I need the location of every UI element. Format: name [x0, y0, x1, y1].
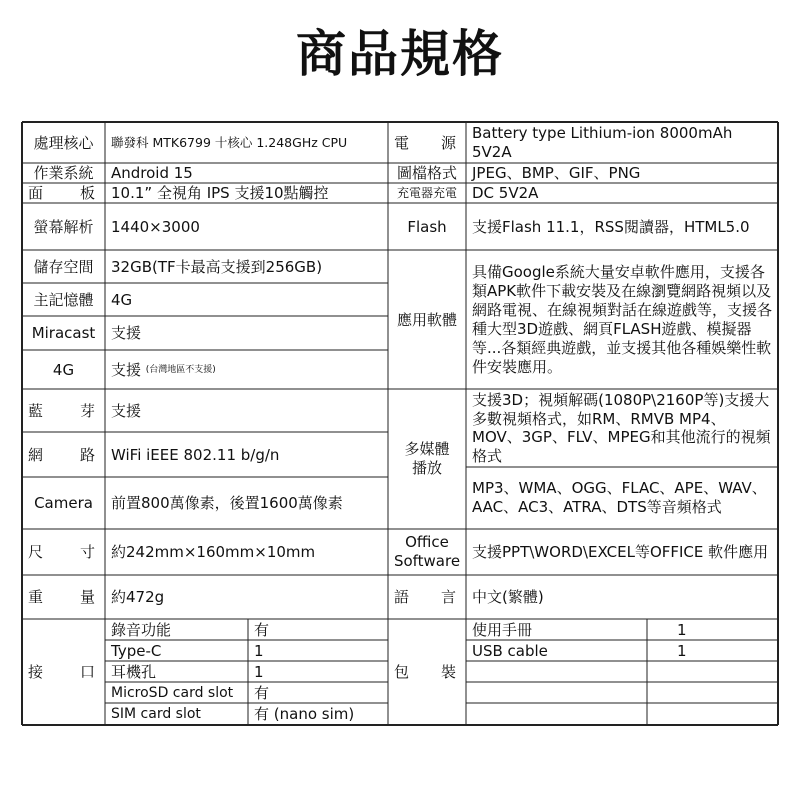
storage-label: 儲存空間 [33, 257, 94, 276]
package-item-name: 使用手冊 [472, 620, 533, 639]
bluetooth-label: 藍 芽 [28, 401, 95, 420]
spec-table [22, 122, 778, 725]
flash-value: 支援Flash 11.1，RSS閱讀器，HTML5.0 [472, 217, 750, 236]
port-value: 1 [254, 641, 264, 660]
lte-value: 支援 (台灣地區不支援) [111, 360, 216, 379]
multimedia-audio-value: MP3、WMA、OGG、FLAC、APE、WAV、AAC、AC3、ATRA、DTS等音頻格式 [472, 479, 767, 516]
office-label: Office Software [393, 533, 461, 570]
image-format-label: 圖檔格式 [396, 164, 457, 182]
package-item-value: 1 [677, 620, 687, 639]
network-value: WiFi iEEE 802.11 b/g/n [111, 445, 280, 464]
charger-label: 充電器充電 [396, 186, 457, 200]
storage-value: 32GB(TF卡最高支援到256GB) [111, 257, 323, 276]
camera-value: 前置800萬像素，後置1600萬像素 [111, 494, 343, 512]
multimedia-video-value: 支援3D；視頻解碼(1080P\2160P等)支援大多數視頻格式，如RM、RMVB MP4、MOV、3GP、FLV、MPEG和其他流行的視頻格式 [472, 391, 771, 465]
size-label: 尺 寸 [28, 543, 95, 561]
weight-label: 重 量 [28, 588, 95, 606]
apps-label: 應用軟體 [396, 310, 457, 329]
network-label: 網 路 [28, 445, 95, 464]
resolution-value: 1440×3000 [111, 217, 200, 236]
port-value: 有 (nano sim) [254, 705, 355, 723]
language-label: 語 言 [394, 588, 456, 606]
cpu-value: 聯發科 MTK6799 十核心 1.248GHz CPU [111, 134, 348, 150]
power-label: 電 源 [394, 133, 456, 152]
image-format-value: JPEG、BMP、GIF、PNG [472, 164, 641, 182]
lte-note: (台灣地區不支援) [145, 364, 216, 375]
resolution-label: 螢幕解析 [33, 217, 94, 236]
panel-value: 10.1” 全視角 IPS 支援10點觸控 [111, 184, 329, 202]
power-value: Battery type Lithium-ion 8000mAh 5V2A [472, 123, 733, 161]
miracast-label: Miracast [31, 324, 96, 342]
port-name: MicroSD card slot [111, 684, 234, 701]
language-value: 中文(繁體) [472, 588, 544, 606]
package-item-value: 1 [677, 641, 687, 660]
page-title: 商品規格 [296, 25, 504, 83]
size-value: 約242mm×160mm×10mm [111, 543, 316, 561]
flash-label: Flash [407, 217, 447, 236]
port-value: 有 [254, 620, 270, 639]
apps-value: 具備Google系統大量安卓軟件應用，支援各類APK軟件下載安裝及在線瀏覽網路視頻以及網路電視、在線視頻對話在線遊戲等，支援各種大型3D遊戲、網頁FLASH遊戲、模擬器等...各類經典遊戲，並支援其他各種娛樂性軟件安裝應用。 [472, 262, 773, 376]
port-name: 錄音功能 [111, 620, 172, 639]
multimedia-label: 多媒體 播放 [404, 440, 450, 477]
weight-value: 約472g [111, 588, 165, 606]
memory-label: 主記憶體 [33, 290, 94, 309]
port-value: 1 [254, 662, 264, 681]
lte-label: 4G [52, 360, 75, 379]
port-name: SIM card slot [111, 706, 201, 722]
panel-label: 面 板 [28, 184, 95, 202]
camera-label: Camera [34, 494, 93, 512]
package-label: 包 裝 [394, 663, 456, 681]
ports-label: 接 口 [28, 663, 95, 681]
miracast-value: 支援 [111, 324, 142, 342]
memory-value: 4G [111, 290, 133, 309]
cpu-label: 處理核心 [33, 133, 94, 152]
charger-value: DC 5V2A [472, 184, 539, 202]
os-label: 作業系統 [33, 164, 94, 182]
port-name: Type-C [111, 641, 162, 660]
port-name: 耳機孔 [111, 662, 157, 681]
package-item-name: USB cable [472, 641, 548, 660]
bluetooth-value: 支援 [111, 401, 142, 420]
office-value: 支援PPT\WORD\EXCEL等OFFICE 軟件應用 [472, 542, 769, 561]
os-value: Android 15 [111, 164, 193, 182]
port-value: 有 [254, 683, 270, 702]
